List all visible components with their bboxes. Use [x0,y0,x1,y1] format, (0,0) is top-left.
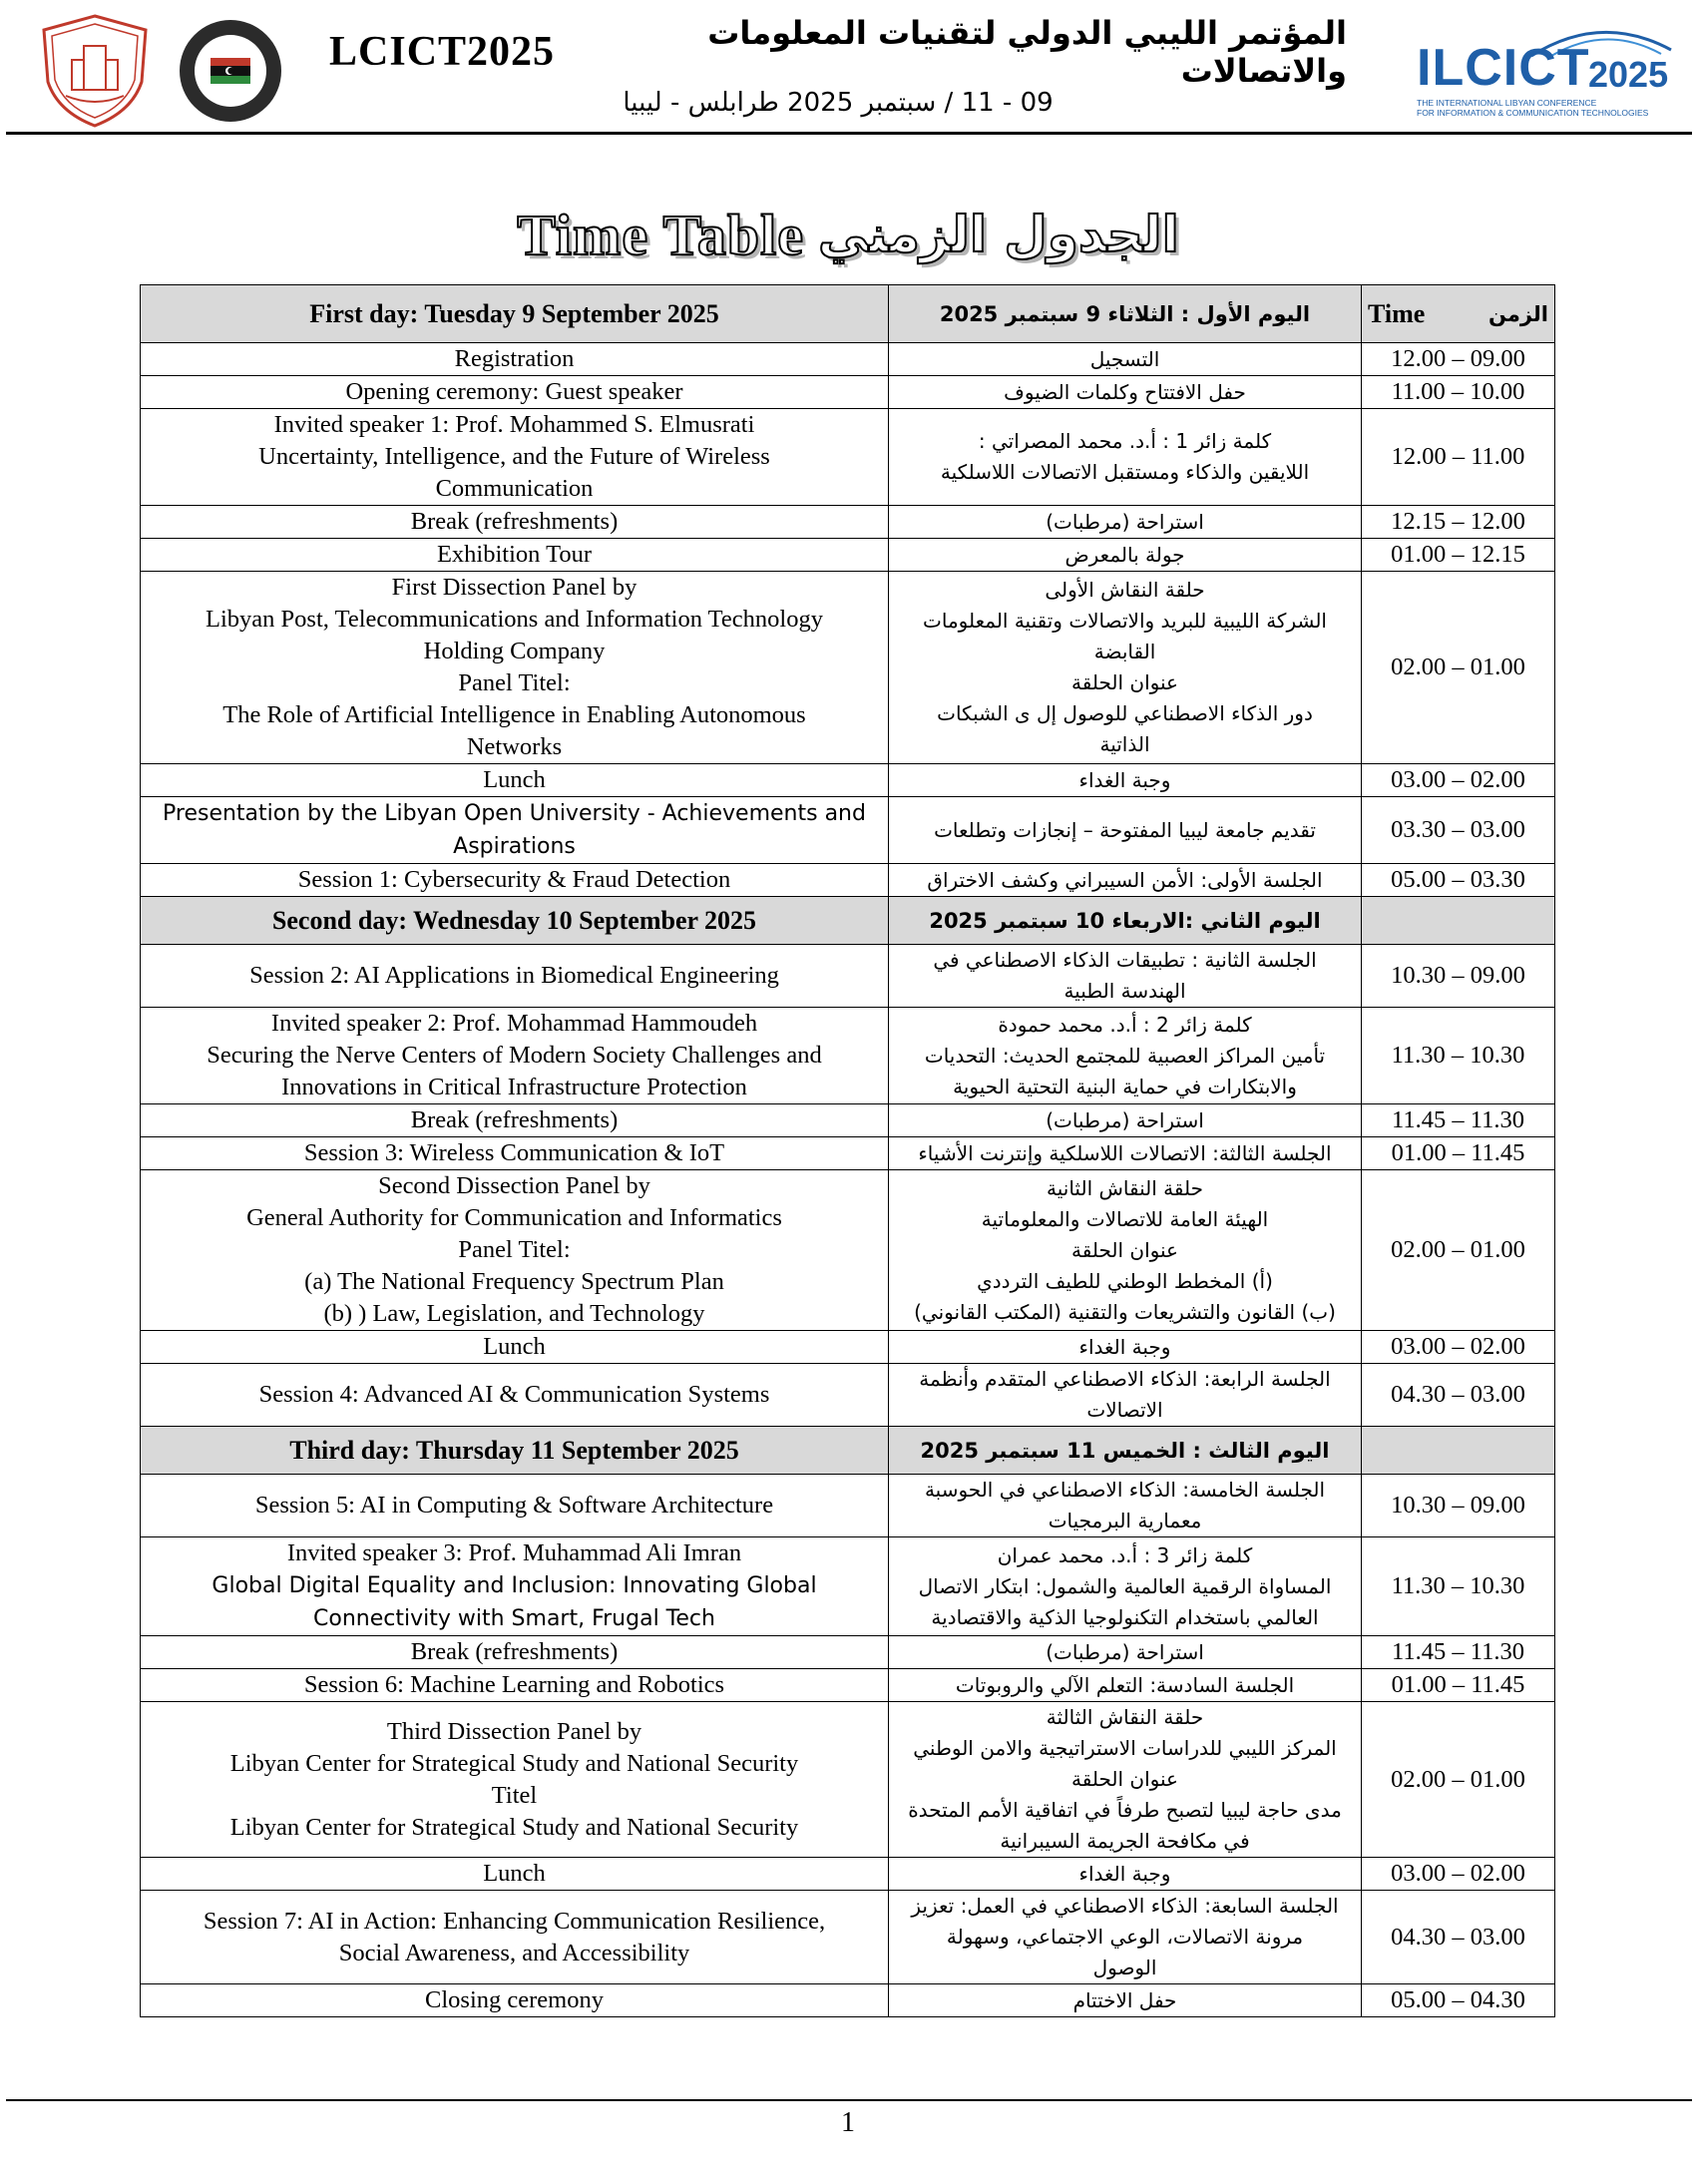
table-row [141,1104,1555,1137]
table-row [141,572,1555,764]
session-line-en: Titel [491,1781,538,1809]
day-title-en: Third day: Thursday 11 September 2025 [141,1427,889,1475]
session-line-ar: والابتكارات في حماية البنية التحتية الحيوية [953,1074,1297,1098]
table-row [141,1475,1555,1537]
session-title-ar [889,1858,1362,1891]
session-line-ar: الجلسة الرابعة: الذكاء الاصطناعي المتقدم وأنظمة [919,1367,1331,1391]
session-line-ar: كلمة زائر 3 : أ.د. محمد عمران [997,1542,1253,1567]
session-line-en: General Authority for Communication and Informatics [246,1204,782,1231]
session-line-en: Libyan Center for Strategical Study and National Security [229,1813,799,1841]
authority-seal-logo [178,18,283,124]
session-line-ar: الذاتية [1099,732,1150,756]
session-line-en: Uncertainty, Intelligence, and the Future of Wireless [258,443,770,470]
session-line-ar: عنوان الحلقة [1071,1237,1178,1262]
session-line-ar: المساواة الرقمية العالمية والشمول: ابتكار الاتصال [918,1573,1332,1598]
session-title-en [141,1891,889,1984]
session-title-ar [889,1891,1362,1984]
university-shield-logo [36,12,154,130]
session-line-en: Lunch [483,1860,546,1887]
session-line-en: Break (refreshments) [410,1638,619,1665]
session-line-en: The Role of Artificial Intelligence in Enabling Autonomous [222,701,806,728]
session-title-en [141,376,889,409]
day-title-en: Second day: Wednesday 10 September 2025 [141,897,889,945]
session-line-ar: جولة بالمعرض [1064,542,1185,567]
header-divider [6,132,1692,135]
table-row [141,409,1555,506]
session-line-ar: الهندسة الطبية [1063,979,1186,1003]
session-time: 11.00 – 10.00 [1362,376,1555,409]
session-line-ar: استراحة (مرطبات) [1046,1639,1204,1664]
timetable-heading [499,195,1197,274]
session-line-en: Libyan Center for Strategical Study and National Security [229,1749,799,1777]
session-time: 05.00 – 04.30 [1362,1984,1555,2017]
table-row [141,1636,1555,1669]
table-row [141,1669,1555,1702]
table-row [141,1858,1555,1891]
session-line-ar: الجلسة السابعة: الذكاء الاصطناعي في العمل: تعزيز [911,1894,1339,1918]
session-time: 01.00 – 11.45 [1362,1137,1555,1170]
session-title-en [141,1669,889,1702]
session-time: 03.00 – 02.00 [1362,1858,1555,1891]
session-title-ar [889,1702,1362,1858]
session-line-ar: حلقة النقاش الثانية [1047,1175,1203,1200]
table-row [141,797,1555,864]
session-line-ar: استراحة (مرطبات) [1046,509,1204,534]
session-line-ar: عنوان الحلقة [1071,1767,1178,1791]
conference-code: LCICT2025 [329,29,556,75]
session-title-en [141,1537,889,1636]
session-line-en: First Dissection Panel by [391,574,637,601]
session-time: 11.45 – 11.30 [1362,1636,1555,1669]
session-line-ar: عنوان الحلقة [1071,670,1178,694]
session-line-en: Second Dissection Panel by [378,1172,650,1199]
day-time-cell [1362,897,1555,945]
session-line-ar: مرونة الاتصالات، الوعي الاجتماعي، وسهولة [946,1925,1304,1949]
session-line-ar: في مكافحة الجريمة السيبرانية [1000,1829,1250,1853]
session-time: 02.00 – 01.00 [1362,1702,1555,1858]
conference-title-bar [329,14,1347,90]
session-title-ar [889,864,1362,897]
session-time: 12.00 – 09.00 [1362,343,1555,376]
session-line-ar: الاتصالات [1086,1398,1163,1422]
session-title-en [141,864,889,897]
session-time: 10.30 – 09.00 [1362,945,1555,1008]
session-line-en: Presentation by the Libyan Open University - Achievements and [163,801,866,826]
table-row [141,1331,1555,1364]
session-title-en [141,572,889,764]
session-line-ar: التسجيل [1089,346,1160,371]
session-title-en [141,1104,889,1137]
timetable-heading-en: Time Table [517,202,805,267]
session-time: 01.00 – 11.45 [1362,1669,1555,1702]
table-row [141,945,1555,1008]
session-line-ar: الجلسة الثانية : تطبيقات الذكاء الاصطناعي في [933,948,1317,972]
session-line-ar: (أ) المخطط الوطني للطيف الترددي [977,1268,1273,1293]
session-line-en: Closing ceremony [425,1986,604,2013]
session-title-ar [889,764,1362,797]
ilcict-logo [1417,20,1676,120]
session-line-en: Session 7: AI in Action: Enhancing Communication Resilience, [203,1907,826,1935]
session-line-ar: العالمي باستخدام التكنولوجيا الذكية والاقتصادية [931,1604,1319,1629]
session-time: 10.30 – 09.00 [1362,1475,1555,1537]
session-time: 12.00 – 11.00 [1362,409,1555,506]
session-line-en: Aspirations [453,834,576,859]
table-row [141,1537,1555,1636]
session-line-ar: حفل الاختتام [1072,1987,1177,2012]
session-line-en: Session 5: AI in Computing & Software Architecture [254,1492,774,1519]
session-title-en [141,1137,889,1170]
session-title-en [141,1008,889,1104]
time-header-cell [1362,285,1555,343]
session-line-ar: الجلسة الأولى: الأمن السيبراني وكشف الاختراق [927,867,1323,892]
logo-subtitle: THE INTERNATIONAL LIBYAN CONFERENCE FOR INFORMATION & COMMUNICATION TECHNOLOGIES [1417,98,1649,118]
footer-divider [6,2099,1692,2101]
session-time: 01.00 – 12.15 [1362,539,1555,572]
session-line-en: Innovations in Critical Infrastructure Protection [281,1074,747,1100]
session-time: 04.30 – 03.00 [1362,1364,1555,1427]
table-row [141,506,1555,539]
table-row [141,1891,1555,1984]
session-line-en: Securing the Nerve Centers of Modern Society Challenges and [207,1042,822,1069]
session-title-ar [889,1636,1362,1669]
session-time: 03.00 – 02.00 [1362,764,1555,797]
session-subtitle-en: Global Digital Equality and Inclusion: Innovating Global [212,1573,817,1598]
table-row [141,1364,1555,1427]
session-time: 02.00 – 01.00 [1362,572,1555,764]
session-line-ar: المركز الليبي للدراسات الاستراتيجية والامن الوطني [913,1736,1337,1760]
session-title-en [141,1702,889,1858]
session-line-en: Break (refreshments) [410,1106,619,1133]
table-row [141,1008,1555,1104]
table-row [141,864,1555,897]
table-header-row [141,285,1555,343]
timetable [140,284,1555,2017]
session-line-en: Panel Titel: [458,1236,571,1263]
session-line-en: Session 4: Advanced AI & Communication Systems [258,1381,770,1408]
time-header-en: Time [1368,298,1426,328]
session-line-en: Invited speaker 2: Prof. Mohammad Hammoudeh [270,1010,758,1037]
session-line-en: (b) ) Law, Legislation, and Technology [323,1300,705,1327]
session-line-en: Networks [466,733,563,760]
session-title-ar [889,1331,1362,1364]
table-row [141,1137,1555,1170]
session-title-en [141,1331,889,1364]
session-title-ar [889,343,1362,376]
session-title-en [141,1636,889,1669]
time-header-ar: الزمن [1487,301,1548,326]
table-row [141,343,1555,376]
session-time: 11.30 – 10.30 [1362,1537,1555,1636]
session-line-ar: الوصول [1092,1956,1157,1979]
table-row [141,1984,1555,2017]
session-line-en: Session 6: Machine Learning and Robotics [303,1671,725,1698]
session-line-en: Lunch [483,766,546,793]
session-title-ar [889,797,1362,864]
session-line-ar: كلمة زائر 1 : أ.د. محمد المصراتي : [978,429,1272,453]
session-line-ar: مدى حاجة ليبيا لتصبح طرفاً في اتفاقية الأمم المتحدة [908,1798,1342,1822]
table-row [141,376,1555,409]
session-line-ar: كلمة زائر 2 : أ.د. محمد حمودة [998,1012,1252,1037]
session-line-en: Holding Company [423,638,606,664]
day-title-en: First day: Tuesday 9 September 2025 [141,285,889,343]
session-title-ar [889,572,1362,764]
session-line-ar: وجبة الغداء [1078,767,1171,792]
session-time: 11.45 – 11.30 [1362,1104,1555,1137]
session-line-en: Break (refreshments) [410,508,619,535]
session-time: 03.00 – 02.00 [1362,1331,1555,1364]
session-line-en: Social Awareness, and Accessibility [338,1939,690,1966]
session-line-ar: الهيئة العامة للاتصالات والمعلوماتية [981,1206,1269,1231]
page-number: 1 [841,2107,855,2138]
session-title-ar [889,1669,1362,1702]
conference-dates: 09 - 11 / سبتمبر 2025 طرابلس - ليبيا [623,88,1054,118]
session-line-en: Panel Titel: [458,669,571,696]
session-line-ar: تأمين المراكز العصبية للمجتمع الحديث: التحديات [924,1043,1326,1068]
session-line-ar: (ب) القانون والتشريعات والتقنية (المكتب القانوني) [914,1299,1336,1324]
session-line-en: Opening ceremony: Guest speaker [345,378,683,405]
session-line-ar: الجلسة الخامسة: الذكاء الاصطناعي في الحوسبة [924,1478,1326,1502]
session-line-ar: اللايقين والذكاء ومستقبل الاتصالات اللاسلكية [940,460,1310,484]
session-title-en [141,539,889,572]
session-title-en [141,506,889,539]
session-line-ar: معمارية البرمجيات [1048,1509,1202,1532]
session-title-ar [889,1475,1362,1537]
session-title-ar [889,1364,1362,1427]
session-title-ar [889,376,1362,409]
session-title-en [141,1858,889,1891]
session-time: 05.00 – 03.30 [1362,864,1555,897]
session-line-ar: الجلسة السادسة: التعلم الآلي والروبوتات [955,1672,1295,1697]
session-title-en [141,1984,889,2017]
session-line-ar: الشركة الليبية للبريد والاتصالات وتقنية المعلومات [923,609,1327,633]
logo-word: ILCICT [1417,39,1590,97]
timetable-body [141,285,1555,2017]
logo-year: 2025 [1588,54,1669,95]
page-header [0,0,1696,140]
timetable-heading-ar: الجدول الزمني [818,206,1179,263]
session-line-en: (a) The National Frequency Spectrum Plan [304,1268,724,1295]
session-line-ar: وجبة الغداء [1078,1334,1171,1359]
session-line-en: Exhibition Tour [436,541,593,568]
session-line-ar: الجلسة الثالثة: الاتصالات اللاسلكية وإنترنت الأشياء [918,1140,1332,1165]
day-title-ar: اليوم الأول : الثلاثاء 9 سبتمبر 2025 [889,285,1362,343]
session-title-ar [889,1137,1362,1170]
session-title-en [141,797,889,864]
session-title-en [141,343,889,376]
table-row [141,539,1555,572]
session-line-ar: وجبة الغداء [1078,1861,1171,1886]
session-title-en [141,1170,889,1331]
session-line-ar: القابضة [1093,640,1156,663]
session-line-en: Session 3: Wireless Communication & IoT [303,1139,725,1166]
session-time: 03.30 – 03.00 [1362,797,1555,864]
day-time-cell [1362,1427,1555,1475]
session-line-en: Session 1: Cybersecurity & Fraud Detection [297,866,731,893]
session-title-ar [889,1104,1362,1137]
session-time: 11.30 – 10.30 [1362,1008,1555,1104]
session-line-en: Invited speaker 3: Prof. Muhammad Ali Imran [286,1539,742,1566]
session-line-en: Communication [435,475,594,502]
session-title-en [141,764,889,797]
session-line-en: Registration [454,345,575,372]
session-title-en [141,409,889,506]
session-line-ar: حلقة النقاش الثالثة [1046,1705,1204,1729]
session-time: 02.00 – 01.00 [1362,1170,1555,1331]
session-title-en [141,1475,889,1537]
session-line-en: Third Dissection Panel by [386,1717,642,1745]
session-title-ar [889,945,1362,1008]
session-line-en: Lunch [483,1333,546,1360]
session-title-ar [889,1537,1362,1636]
session-title-ar [889,1008,1362,1104]
table-row [141,1702,1555,1858]
table-row [141,764,1555,797]
session-title-ar [889,539,1362,572]
table-row [141,1170,1555,1331]
day-title-ar: اليوم الثاني :الاربعاء 10 سبتمبر 2025 [889,897,1362,945]
session-title-en [141,1364,889,1427]
session-time: 12.15 – 12.00 [1362,506,1555,539]
session-line-ar: استراحة (مرطبات) [1046,1107,1204,1132]
session-subtitle-en: Connectivity with Smart, Frugal Tech [313,1606,715,1631]
session-line-ar: تقديم جامعة ليبيا المفتوحة – إنجازات وتطلعات [934,817,1316,842]
session-line-ar: دور الذكاء الاصطناعي للوصول إل ى الشبكات [937,701,1313,725]
session-line-en: Libyan Post, Telecommunications and Information Technology [206,606,823,633]
session-line-en: Invited speaker 1: Prof. Mohammed S. Elmusrati [273,411,755,438]
session-line-en: Session 2: AI Applications in Biomedical Engineering [249,962,779,989]
session-title-ar [889,506,1362,539]
session-line-ar: حفل الافتتاح وكلمات الضيوف [1004,379,1246,404]
day-header-row [141,897,1555,945]
session-time: 04.30 – 03.00 [1362,1891,1555,1984]
day-title-ar: اليوم الثالث : الخميس 11 سبتمبر 2025 [889,1427,1362,1475]
day-header-row [141,1427,1555,1475]
session-title-ar [889,1984,1362,2017]
conference-title-arabic: المؤتمر الليبي الدولي لتقنيات المعلومات والاتصالات [707,14,1347,90]
session-title-en [141,945,889,1008]
session-title-ar [889,1170,1362,1331]
session-title-ar [889,409,1362,506]
session-line-ar: حلقة النقاش الأولى [1045,578,1205,602]
